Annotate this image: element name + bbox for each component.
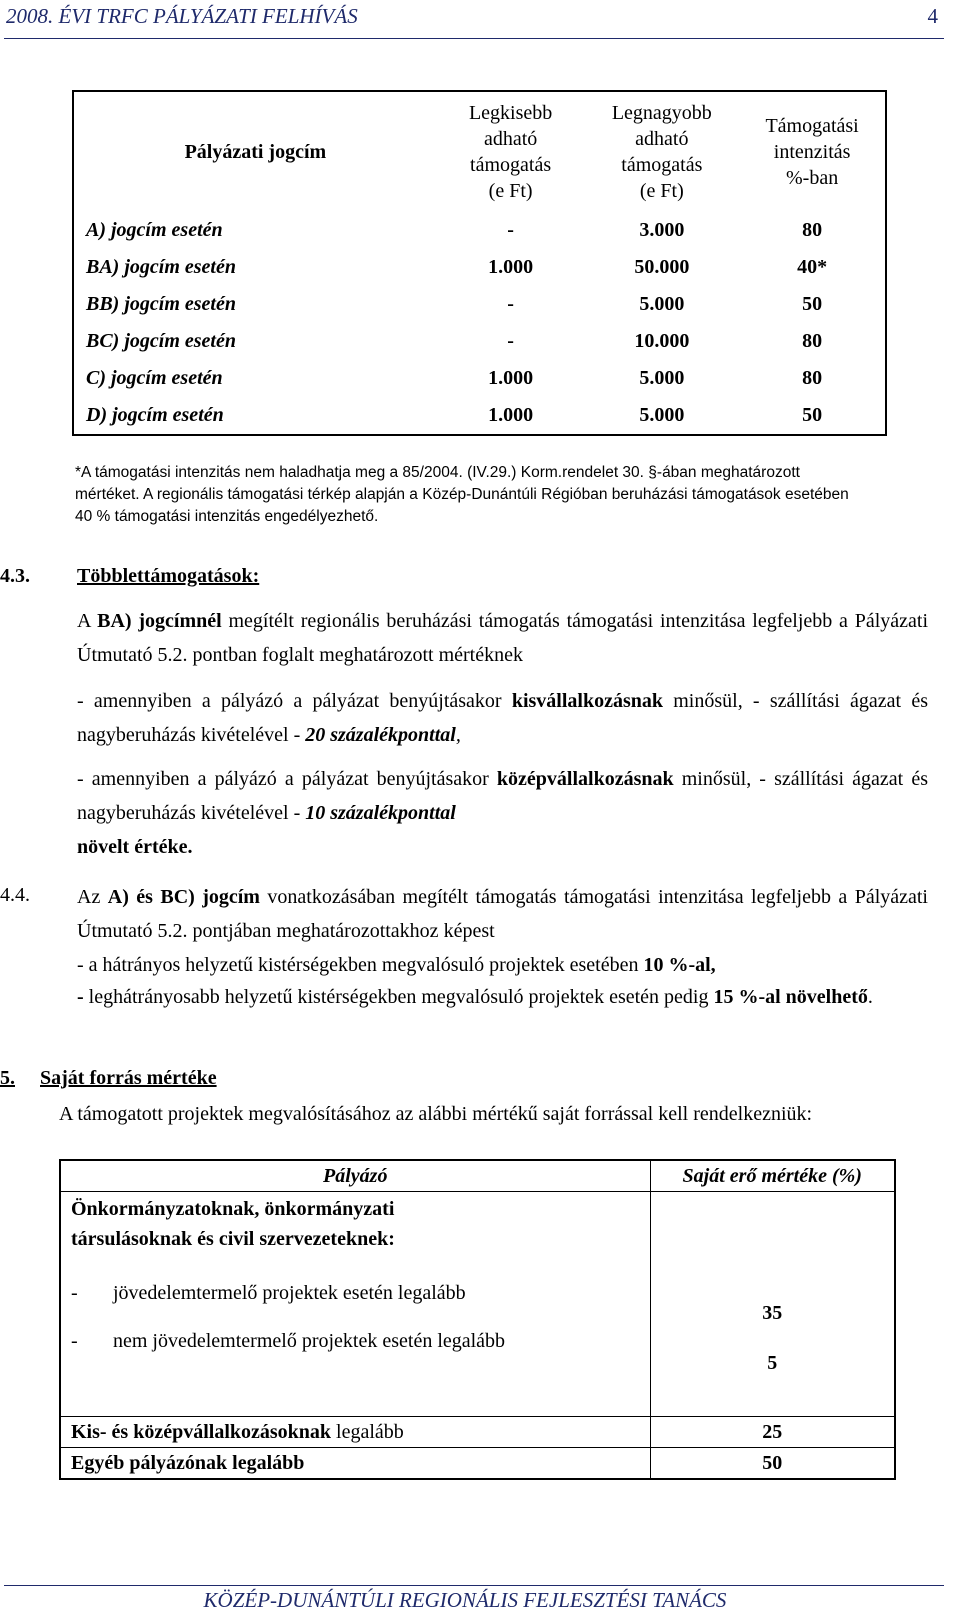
page-number: 4	[927, 4, 938, 28]
section-5-intro: A támogatott projektek megvalósításához az alábbi mértékű saját forrással kell rendelkezniük:	[59, 1103, 813, 1125]
section-5-title: Saját forrás mértéke	[40, 1067, 217, 1089]
col-title: Pályázati jogcím	[184, 141, 327, 163]
section-4-4-number: 4.4.	[0, 884, 30, 906]
section-4-4-para-1: Az A) és BC) jogcím vonatkozásában megítélt támogatás támogatási intenzitása legfeljebb a Pályázati Útmutató 5.2. pontjában meghatározottakhoz képest	[77, 886, 928, 942]
header-title: 2008. ÉVI TRFC PÁLYÁZATI FELHÍVÁS	[6, 4, 358, 28]
section-4-3-number: 4.3.	[0, 565, 30, 587]
table-row: BC) jogcím esetén - 10.000 80	[86, 330, 823, 352]
footer-rule	[4, 1585, 944, 1586]
section-4-3-title: Többlettámogatások:	[77, 565, 260, 587]
table-row: A) jogcím esetén - 3.000 80	[86, 219, 823, 241]
table-row: D) jogcím esetén 1.000 5.000 50	[86, 404, 823, 426]
section-4-4-para-3: - leghátrányosabb helyzetű kistérségekben megvalósuló projektek esetén pedig 15 %-al növelhető.	[77, 986, 873, 1008]
grant-table-header	[73, 91, 886, 212]
section-4-3-para-1: A BA) jogcímnél megítélt regionális beruházási támogatás támogatási intenzitása legfeljebb a Pályázati Útmutató 5.2. pontban foglalt meghatározott mértéknek	[77, 610, 928, 666]
section-4-3-para-3: - amennyiben a pályázó a pályázat benyújtásakor középvállalkozásnak minősül, - szállítási ágazat és nagyberuházás kivételével - 10 százalékponttal növelt értéke.	[77, 768, 928, 858]
col-max: Legnagyobb adható támogatás (e Ft)	[611, 102, 712, 202]
own-resource-table-header: Pályázó Saját erő mértéke (%)	[60, 1160, 895, 1192]
table-row: Egyéb pályázónak legalább 50	[60, 1448, 895, 1480]
footnote: *A támogatási intenzitás nem haladhatja meg a 85/2004. (IV.29.) Korm.rendelet 30. §-ában meghatározott mértéket. A regionális támogatási térkép alapján a Közép-Dunántúli Régióban beruházási támogatások esetében 40 % támogatási intenzitás engedélyezhető.	[75, 464, 849, 525]
table-row: BB) jogcím esetén - 5.000 50	[86, 293, 823, 315]
own-resource-table	[59, 1159, 896, 1480]
footer-text: KÖZÉP-DUNÁNTÚLI REGIONÁLIS FEJLESZTÉSI TANÁCS	[203, 1588, 727, 1612]
section-5-number: 5.	[0, 1067, 15, 1089]
section-4-3-para-2: - amennyiben a pályázó a pályázat benyújtásakor kisvállalkozásnak minősül, - szállítási ágazat és nagyberuházás kivételével - 20 százalékponttal,	[77, 690, 929, 746]
col-min: Legkisebb adható támogatás (e Ft)	[468, 102, 553, 202]
grant-table	[72, 90, 887, 436]
table-row: C) jogcím esetén 1.000 5.000 80	[86, 367, 823, 389]
table-row: Önkormányzatoknak, önkormányzati társulásoknak és civil szervezeteknek: - jövedelemtermelő projektek esetén legalább - nem jövedelemtermelő projektek esetén legalább 35 5	[60, 1192, 895, 1417]
table-row: BA) jogcím esetén 1.000 50.000 40*	[86, 256, 828, 278]
header-rule	[4, 38, 944, 39]
table-row: Kis- és középvállalkozásoknak legalább 25	[60, 1417, 895, 1448]
col-intensity: Támogatási intenzitás %-ban	[765, 115, 859, 189]
section-4-4-para-2: - a hátrányos helyzetű kistérségekben megvalósuló projektek esetében 10 %-al,	[77, 954, 716, 976]
